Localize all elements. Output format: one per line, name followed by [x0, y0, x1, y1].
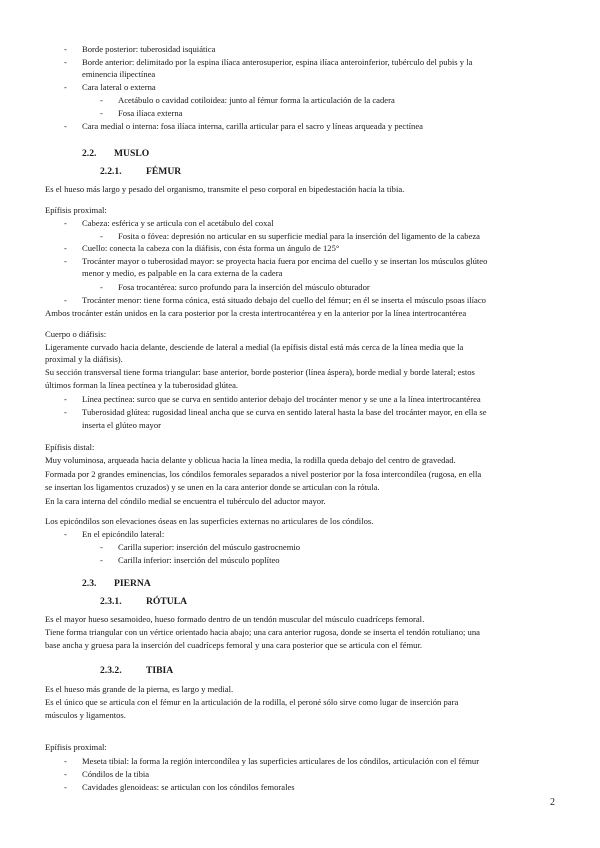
- subsection-title: FÉMUR: [146, 166, 182, 177]
- section-number: 2.2.: [82, 148, 97, 159]
- list-bullet: -: [64, 295, 67, 305]
- paragraph-line: Es el único que se articula con el fémur en la articulación de la rodilla, el peroné sólo sirve como lugar de inserción para: [45, 697, 459, 707]
- list-bullet: -: [64, 44, 67, 54]
- subsection-heading: [100, 166, 181, 178]
- subsection-title: TIBIA: [146, 665, 174, 676]
- paragraph-line: músculos y ligamentos.: [45, 710, 126, 720]
- list-item: Meseta tibial: la forma la región intercondílea y las superficies articulares de los cóndilos, articulación con el fémur: [82, 756, 480, 766]
- list-item-continuation: menor y medio, es palpable en la cara externa de la cadera: [82, 268, 283, 278]
- paragraph-line: últimos forman la línea pectínea y la tuberosidad glútea.: [45, 380, 239, 390]
- sub-list-item: Fosa ilíaca externa: [118, 108, 183, 118]
- paragraph-line: Los epicóndilos son elevaciones óseas en las superficies externas no articulares de los cóndilos.: [45, 516, 374, 526]
- list-item: Borde anterior: delimitado por la espina ilíaca anterosuperior, espina ilíaca anteroinferior, tubérculo del pubis y la: [82, 57, 473, 67]
- list-bullet: -: [100, 231, 103, 241]
- list-bullet: -: [64, 121, 67, 131]
- list-bullet: -: [64, 218, 67, 228]
- list-bullet: -: [64, 769, 67, 779]
- list-item: Trocánter mayor o tuberosidad mayor: se proyecta hacia fuera por encima del cuello y se insertan los músculos glúteo: [82, 256, 488, 266]
- paragraph-label: Cuerpo o diáfisis:: [45, 329, 107, 339]
- page-number: 2: [550, 797, 555, 808]
- paragraph-line: proximal y la diáfisis).: [45, 354, 123, 364]
- list-item: En el epicóndilo lateral:: [82, 529, 165, 539]
- list-item: Cóndilos de la tibia: [82, 769, 150, 779]
- subsection-heading: [100, 596, 187, 608]
- paragraph-line: Ambos trocánter están unidos en la cara posterior por la cresta intertrocantérea y en la anterior por la línea intertrocantérea: [45, 308, 467, 318]
- sub-list-item: Carilla inferior: inserción del músculo poplíteo: [118, 555, 280, 565]
- list-bullet: -: [64, 82, 67, 92]
- sub-list-item: Fosita o fóvea: depresión no articular en su superficie medial para la inserción del ligamento de la cabeza: [118, 231, 480, 241]
- list-item: Trocánter menor: tiene forma cónica, está situado debajo del cuello del fémur; en él se inserta el músculo psoas ilíaco: [82, 295, 486, 305]
- list-bullet: -: [64, 394, 67, 404]
- paragraph-line: Es el hueso más grande de la pierna, es largo y medial.: [45, 684, 234, 694]
- list-bullet: -: [64, 57, 67, 67]
- list-item: Tuberosidad glútea: rugosidad lineal ancha que se curva en sentido lateral hasta la base del trocánter mayor, en ella se: [82, 407, 487, 417]
- paragraph-label: Epífisis distal:: [45, 442, 95, 452]
- sub-list-item: Acetábulo o cavidad cotiloidea: junto al fémur forma la articulación de la cadera: [118, 95, 395, 105]
- paragraph-line: base ancha y gruesa para la inserción del cuadríceps femoral y una cara posterior que se articula con el fémur.: [45, 640, 422, 650]
- list-item: Cara lateral o externa: [82, 82, 156, 92]
- section-heading: [82, 578, 151, 590]
- section-title: MUSLO: [114, 148, 150, 159]
- list-bullet: -: [100, 108, 103, 118]
- section-number: 2.3.: [82, 578, 97, 589]
- list-bullet: -: [64, 529, 67, 539]
- paragraph-line: Es el mayor hueso sesamoideo, hueso formado dentro de un tendón muscular del músculo cuadríceps femoral.: [45, 614, 425, 624]
- paragraph-line: se insertan los ligamentos cruzados) y se unen en la cara anterior donde se articulan con la rótula.: [45, 482, 380, 492]
- paragraph-line: Muy voluminosa, arqueada hacia delante y oblicua hacia la línea media, la rodilla queda debajo del centro de gravedad.: [45, 455, 456, 465]
- subsection-heading: [100, 665, 173, 677]
- subsection-number: 2.2.1.: [100, 166, 122, 177]
- list-bullet: -: [64, 256, 67, 266]
- sub-list-item: Fosa trocantérea: surco profundo para la inserción del músculo obturador: [118, 282, 370, 292]
- sub-list-item: Carilla superior: inserción del músculo gastrocnemio: [118, 542, 301, 552]
- paragraph-line: En la cara interna del cóndilo medial se encuentra el tubérculo del aductor mayor.: [45, 496, 326, 506]
- list-item: Cabeza: esférica y se articula con el acetábulo del coxal: [82, 218, 274, 228]
- list-item-continuation: eminencia ilipectínea: [82, 69, 156, 79]
- paragraph-line: Es el hueso más largo y pesado del organismo, transmite el peso corporal en bipedestación hacia la tibia.: [45, 184, 405, 194]
- list-bullet: -: [64, 407, 67, 417]
- subsection-title: RÓTULA: [146, 596, 188, 607]
- section-heading: [82, 148, 149, 160]
- list-bullet: -: [64, 756, 67, 766]
- list-item: Cuello: conecta la cabeza con la diáfisis, con ésta forma un ángulo de 125°: [82, 243, 340, 253]
- list-bullet: -: [100, 555, 103, 565]
- paragraph-line: Su sección transversal tiene forma triangular: base anterior, borde posterior (línea áspera), borde medial y borde lateral; estos: [45, 367, 475, 377]
- list-item: Cara medial o interna: fosa ilíaca interna, carilla articular para el sacro y líneas arqueada y pectínea: [82, 121, 423, 131]
- paragraph-label: Epífisis proximal:: [45, 742, 107, 752]
- list-item-continuation: inserta el glúteo mayor: [82, 420, 161, 430]
- paragraph-line: Ligeramente curvado hacia delante, desciende de lateral a medial (la epífisis distal está más cerca de la línea media que la: [45, 342, 464, 352]
- paragraph-label: Epífisis proximal:: [45, 205, 107, 215]
- list-item: Línea pectínea: surco que se curva en sentido anterior debajo del trocánter menor y se une a la línea intertrocantérea: [82, 394, 481, 404]
- list-bullet: -: [64, 243, 67, 253]
- list-item: Borde posterior: tuberosidad isquiática: [82, 44, 216, 54]
- list-bullet: -: [64, 782, 67, 792]
- list-item: Cavidades glenoideas: se articulan con los cóndilos femorales: [82, 782, 295, 792]
- section-title: PIERNA: [114, 578, 151, 589]
- subsection-number: 2.3.1.: [100, 596, 122, 607]
- list-bullet: -: [100, 542, 103, 552]
- list-bullet: -: [100, 282, 103, 292]
- paragraph-line: Formada por 2 grandes eminencias, los cóndilos femorales separados a nivel posterior por la fosa intercondílea (rugosa, en ella: [45, 469, 482, 479]
- paragraph-line: Tiene forma triangular con un vértice orientado hacia abajo; una cara anterior rugosa, donde se inserta el tendón rotuliano; una: [45, 627, 480, 637]
- list-bullet: -: [100, 95, 103, 105]
- subsection-number: 2.3.2.: [100, 665, 122, 676]
